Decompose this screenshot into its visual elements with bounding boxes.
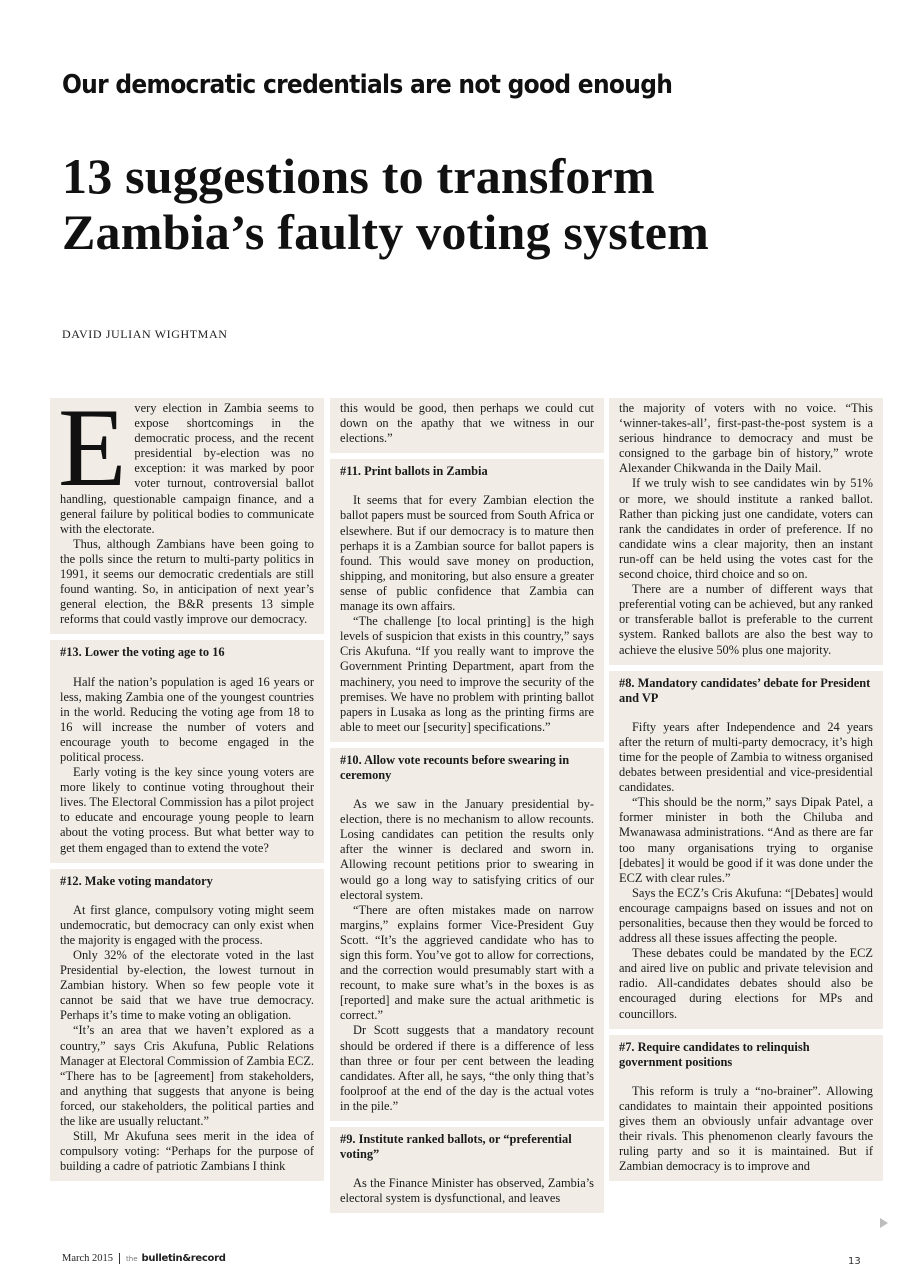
section-11 [330,459,604,742]
issue-date: March 2015 [62,1253,114,1264]
body-paragraph: It seems that for every Zambian election the ballot papers must be sourced from South Africa or elsewhere. But if our democracy is to mature then perhaps it is a Zambian source for ballot papers is found. This would save money on production, shipping, and monitoring, but also ensure a greater sense of public confidence that Zambia can manage its own affairs. [340,493,594,614]
section-heading: #12. Make voting mandatory [60,873,213,888]
body-paragraph: Only 32% of the electorate voted in the last Presidential by-election, the lowest turnout in Zambian history. When so few people vote it cannot be said that we have true democracy. Perhaps it’s time to make voting an obligation. [60,948,314,1023]
section-heading: #9. Institute ranked ballots, or “preferential voting” [340,1132,572,1162]
body-paragraph: Half the nation’s population is aged 16 years or less, making Zambia one of the youngest countries in the world. Reducing the voting age from 18 to 16 will increase the number of voters and encourage youth to become engaged in the political process. [60,674,314,764]
article-headline [62,148,862,260]
page-number: 13 [848,1256,861,1267]
body-paragraph: Still, Mr Akufuna sees merit in the idea of compulsory voting: “Perhaps for the purpose of building a cadre of patriotic Zambians I think [60,1129,314,1174]
body-paragraph: “There are often mistakes made on narrow margins,” explains former Vice-President Guy Scott. “It’s the aggrieved candidate who has to sign this form. You’ve got to allow for corrections, and the correction would presumably start with a recount, to make sure what’s in the boxes is as [reported] and make sure the actual arithmetic is correct.” [340,902,594,1023]
body-paragraph: As the Finance Minister has observed, Zambia’s electoral system is dysfunctional, and leaves [340,1176,594,1206]
footer-divider [119,1253,120,1264]
intro-box [50,386,324,634]
body-paragraph: As we saw in the January presidential by-election, there is no mechanism to allow recounts. Losing candidates can petition the results only after the winner is declared and sworn in. Allowing recount petitions prior to swearing in would go a long way to satisfying critics of our electoral system. [340,797,594,902]
column-2 [330,398,604,1219]
section-heading: #13. Lower the voting age to 16 [60,645,225,660]
continued-box [330,398,604,453]
brand-prefix: the [126,1254,138,1263]
intro-paragraph: Thus, although Zambians have been going to the polls since the return to multi-party politics in 1991, it seems our democratic credentials are still found wanting. So, in anticipation of next year’s general election, the B&R presents 13 simple reforms that could vastly improve our democracy. [60,536,314,627]
body-paragraph: “This should be the norm,” says Dipak Patel, a former minister in both the Chiluba and Mwanawasa administrations. “And as there are far too many organisations trying to organise [debates] it would be good if it was done under the ECZ with clear rules.” [619,795,873,885]
intro-paragraph: Every election in Zambia seems to expose shortcomings in the democratic process, and the recent presidential by-election was no exception: it was marked by poor voter turnout, controversial ballot handling, questionable campaign finance, and a general failure by political bodies to communicate with the electorate. [58,386,314,536]
body-paragraph: Fifty years after Independence and 24 years after the return of multi-party democracy, it’s high time for the people of Zambia to witness organised debates between presidential and vice-presidential candidates. [619,719,873,795]
body-paragraph: the majority of voters with no voice. “This ‘winner-takes-all’, first-past-the-post system is a serious hindrance to democracy and must be consigned to the garbage bin of history,” wrote Alexander Chikwanda in the Daily Mail. [619,401,873,476]
headline-line-1: 13 suggestions to transform [62,148,655,204]
headline-line-2: Zambia’s faulty voting system [62,204,710,260]
section-heading: #7. Require candidates to relinquish government positions [619,1039,810,1069]
body-paragraph: Says the ECZ’s Cris Akufuna: “[Debates] would encourage campaigns based on issues and not on personalities, because then they would be forced to address all these issues affecting the people. [619,885,873,946]
section-13 [50,640,324,862]
body-paragraph: This reform is truly a “no-brainer”. Allowing candidates to maintain their appointed positions gives them an obviously unfair advantage over their rivals. This phenomenon clearly favours the ruling party and so it is maintained. But if Zambian democracy is to improve and [619,1083,873,1174]
page-footer [62,1253,226,1264]
section-kicker: Our democratic credentials are not good enough [62,70,673,100]
body-paragraph: Dr Scott suggests that a mandatory recount should be ordered if there is a difference of less than three or four per cent between the leading candidates. After all, he says, “the only thing that’s foolproof at the end of the day is the actual votes in the pile.” [340,1023,594,1113]
body-paragraph: this would be good, then perhaps we could cut down on the apathy that we witness in our elections.” [340,401,594,446]
drop-cap: E [58,386,127,510]
section-heading: #11. Print ballots in Zambia [340,464,488,479]
section-7 [609,1035,883,1182]
section-9 [330,1127,604,1213]
column-3 [609,398,883,1187]
section-8 [609,671,883,1029]
body-paragraph: If we truly wish to see candidates win by 51% or more, we should institute a ranked ballot. Rather than picking just one candidate, voters can rank the candidates in order of preference. If no candidate wins a clear majority, then an instant run-off can be held using the votes cast for the second choice, third choice and so on. [619,476,873,582]
publication-logo: bulletin&record [141,1253,226,1264]
body-paragraph: “It’s an area that we haven’t explored as a country,” says Cris Akufuna, Public Relations Manager at Electoral Commission of Zambia ECZ. “There has to be [agreement] from stakeholders, and anything that suggests that anyone is being forced, our stakeholders, the political parties and the like are usually reluctant.” [60,1023,314,1129]
body-paragraph: At first glance, compulsory voting might seem undemocratic, but democracy can only exist when the majority is engaged with the process. [60,902,314,947]
body-paragraph: These debates could be mandated by the ECZ and aired live on public and private television and radio. All-candidates debates should also be encouraged during elections for MPs and councillors. [619,946,873,1021]
next-page-arrow-icon [880,1218,888,1228]
body-paragraph: Early voting is the key since young voters are more likely to continue voting throughout their lives. The Electoral Commission has a pilot project to educate and encourage young people to learn about the voting process. But what better way to get them engaged than to extend the vote? [60,765,314,855]
section-heading: #8. Mandatory candidates’ debate for President and VP [619,675,871,705]
section-heading: #10. Allow vote recounts before swearing in ceremony [340,752,570,782]
body-paragraph: “The challenge [to local printing] is the high levels of suspicion that exists in this country,” says Cris Akufuna. “If you really want to improve the Government Printing Department, apart from the machinery, you need to improve the security of the premises. We have no problem with printing ballot papers in Lusaka as long as the printing firms are able to meet our [security] specifications.” [340,614,594,734]
body-paragraph: There are a number of different ways that preferential voting can be achieved, but any ranked or transferable ballot is preferable to the current system. Ranked ballots are also the best way to achieve the elusive 50% plus one majority. [619,582,873,657]
continued-box [609,398,883,665]
section-12 [50,869,324,1182]
column-1 [50,386,324,1187]
section-10 [330,748,604,1121]
byline: DAVID JULIAN WIGHTMAN [62,327,228,341]
